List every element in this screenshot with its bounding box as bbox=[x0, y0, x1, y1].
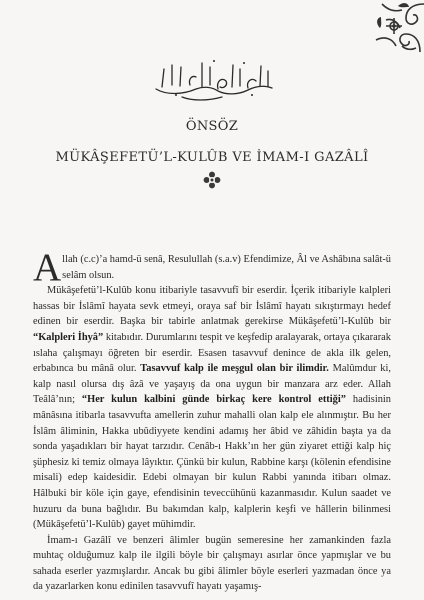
paragraph-1 bbox=[33, 246, 391, 289]
paragraph-2-text-b: kitabıdır. Durumlarını tespit ve keşfedip aralayarak, ortaya çıkararak ıslaha çalışmayı öğreten bir eserdir. Esasen tasavvuf denince de akla ilk gelen, erbabınca bu mânâ olur. bbox=[33, 331, 391, 375]
basmala-calligraphy bbox=[152, 55, 276, 101]
paragraph-1-text: llah (c.c)’a hamd-ü senâ, Resulullah (s.a.v) Efendimize, Âl ve Ashâbına salât-ü selâm olsun. bbox=[62, 254, 391, 281]
paragraph-3: İmam-ı Gazâlî ve benzeri âlimler bugün semeresine her zamankinden fazla muhtaç olduğumuz kalp ile ilgili böyle bir çalışmayı asırlar önce yapmışlar ve bu sahada eserler yazmışlardır. Ancak bu gibi âlimler böyle eserleri yazmadan önce ya da yazarlarken konu edinilen tasavvufî hayatı yaşamış- bbox=[33, 534, 391, 593]
chapter-subtitle: MÜKÂŞEFETÜ’L-KULÛB VE İMAM-I GAZÂLÎ bbox=[55, 150, 369, 165]
drop-cap: A bbox=[33, 246, 62, 289]
paragraph-2-text-d: hadisinin mânâsına itibarla tasavvufta amellerin zuhur mahalli olan kalp ele alınmıştır. Bu her İslâm âliminin, Hakka ubûdiyyete kendini adamış her âbid ve zâhidin başta ya da sonda yaşadıkları bir hayat tarzıdır. Cenâb-ı Hakk’ın her gün ziyaret ettiği kalp hiç şüphesiz ki temiz olmaya lâyıktır. Çünkü bir kulun, Rabbine karşı (kölenin efendisine misali) edep kaidesidir. Edebi olmayan bir kulun Rabbi yanında itibarı olmaz. Hâlbuki bir köle için gaye, efendisinin teveccühünü kazanmasıdır. Kulun saadet ve huzuru da buna bağlıdır. Bu bakımdan kalp, kalplerin keşfi ve hâllerin bilinmesi (Mükâşefetü’l-Kulûb) gayet mühimdir. bbox=[33, 394, 391, 531]
flower-ornament-icon bbox=[203, 171, 221, 189]
body-text bbox=[33, 246, 391, 595]
paragraph-2-text-a: Mükâşefetü’l-Kulûb konu itibariyle tasavvufî bir eserdir. İçerik itibariyle kalpleri hassas bir İslâmî hayata sevk etmeyi, oraya saf bir İslâmî hayatı sıkıştırmayı hedef edinen bir eserdir. Başka bir tabirle anlatmak gerekirse Mükâşefetü’l-Kulûb bir bbox=[33, 285, 391, 328]
bold-phrase-tasavvuf: Tasavvuf kalp ile meşgul olan bir ilimdir. bbox=[140, 363, 329, 375]
bold-phrase-hadis: “Her kulun kalbini günde birkaç kere kontrol ettiği” bbox=[81, 394, 346, 406]
paragraph-2 bbox=[33, 283, 391, 533]
paragraph-2-text-c: Malûmdur ki, kalp nasıl olursa dış âzâ ve yaşayış da ona uygun bir manzara arz eder. Allah Teâlâ’nın; bbox=[33, 363, 391, 406]
corner-floral-ornament-icon bbox=[372, 0, 424, 52]
bold-phrase-kalpleri-ihya: “Kalpleri İhyâ” bbox=[33, 331, 104, 343]
page-title: ÖNSÖZ bbox=[185, 119, 239, 134]
